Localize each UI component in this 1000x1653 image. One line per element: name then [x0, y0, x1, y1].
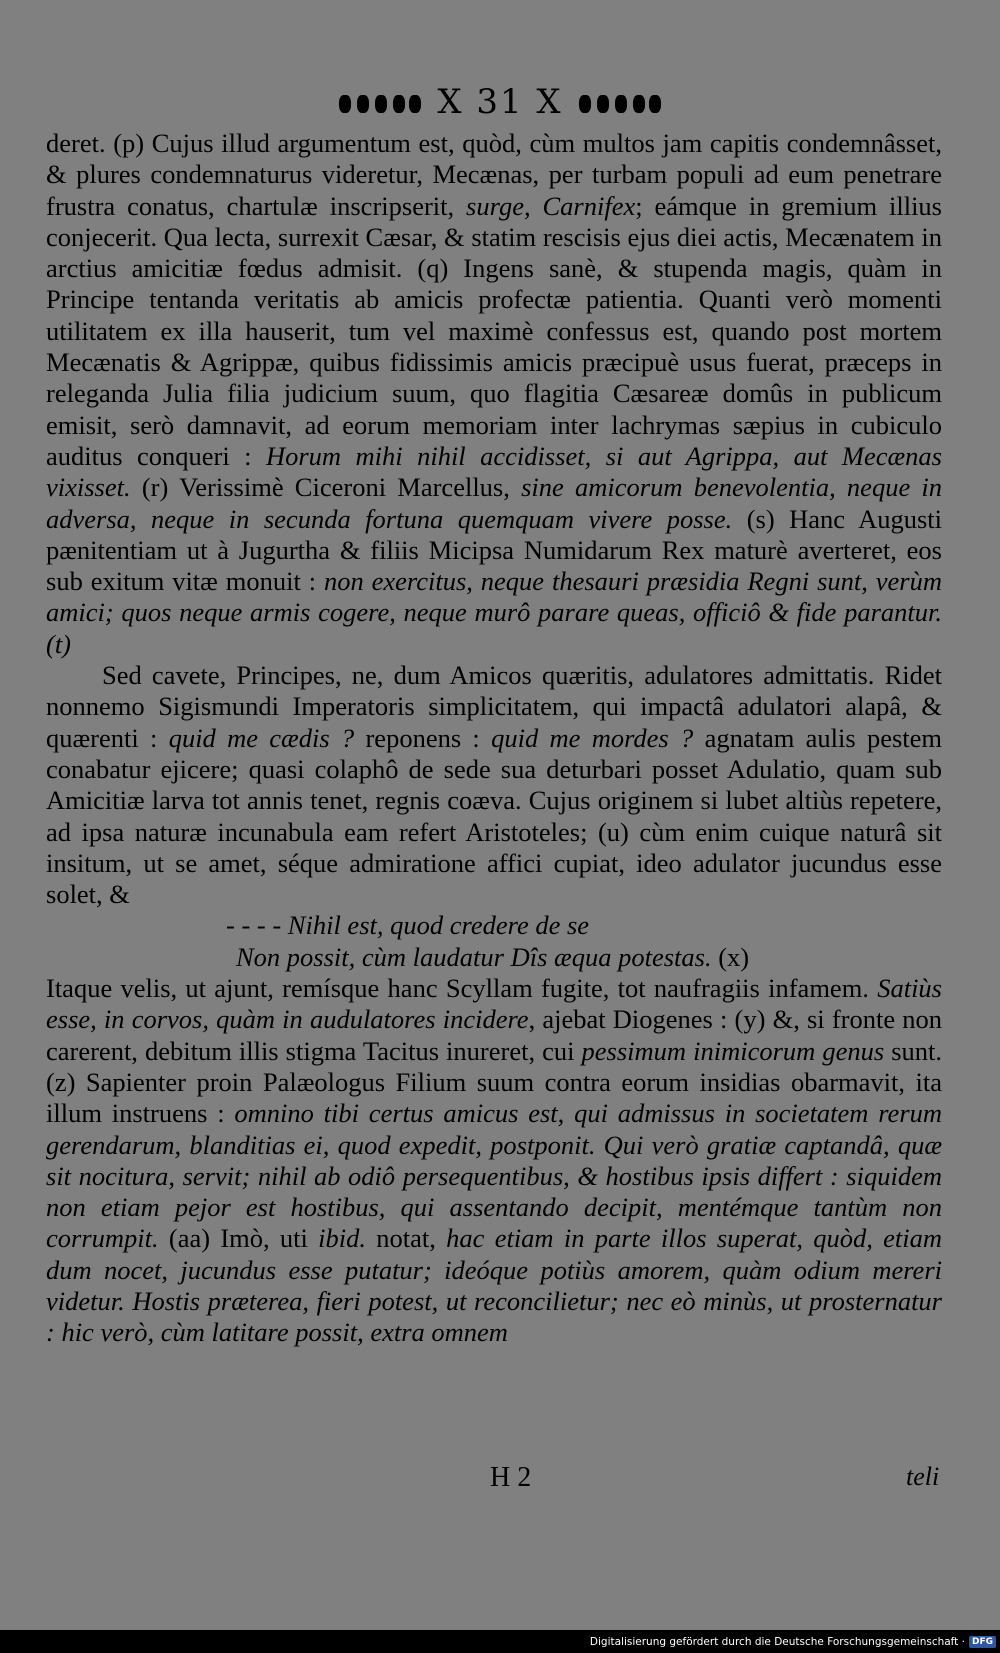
dfg-logo-icon[interactable]: DFG: [969, 1636, 996, 1648]
verse-line-2: Non possit, cùm laudatur Dîs æqua potestas. (x): [236, 941, 750, 972]
paragraph-3: Itaque velis, ut ajunt, remísque hanc Scyllam fugite, tot naufragiis infamem. Satiùs esse, in corvos, quàm in audulatores incidere, ajebat Diogenes : (y) &, si fronte non carerent, debitum illis stigma Tacitus inureret, cui pessimum inimicorum genus sunt. (z) Sapienter proin Palæologus Filium suum contra eorum insidias obarmavit, ita illum instruens : omnino tibi certus amicus est, qui admissus in societatem rerum gerendarum, blanditias ei, quod expedit, postponit. Qui verò gratiæ captandâ, quæ sit nocitura, servit; nihil ab odiô persequentibus, & hostibus ipsis differt : siquidem non etiam pejor est hostibus, qui assentando decipit, mentémque tantùm non corrumpit. (aa) Imò, uti ibid. notat, hac etiam in parte illos superat, quòd, etiam dum nocet, jucundus esse putatur; ideóque potiùs amorem, quàm odium mereri videtur. Hostis præterea, fieri potest, ut reconcilietur; nec eò minùs, ut prosternatur : hic verò, cùm latitare possit, extra omnem: [46, 973, 943, 1348]
credit-line: [590, 1634, 996, 1650]
page-number: X 31 X: [437, 82, 563, 122]
page-header: [0, 82, 1000, 122]
credit-text: Digitalisierung gefördert durch die Deutsche Forschungsgemeinschaft ·: [589, 1636, 965, 1648]
ornament-right-icon: [575, 91, 665, 117]
paragraph-2: Sed cavete, Principes, ne, dum Amicos quæritis, adulatores admittatis. Ridet nonnemo Sigismundi Imperatoris simplicitatem, qui impactâ adulatori alapâ, & quærenti : quid me cædis ? reponens : quid me mordes ? agnatam aulis pestem conabatur ejicere; quasi colaphô de sede sua deturbari posset Adulatio, quam sub Amicitiæ larva tot annis tenet, regnis coæva. Cujus originem si lubet altiùs repetere, ad ipsa naturæ incunabula eam refert Aristoteles; (u) cùm enim cuique naturâ sit insitum, ut se amet, séque admiratione affici cupiat, ideo adulator jucundus esse solet, &: [46, 660, 943, 910]
signature-mark: H 2: [490, 1462, 532, 1493]
catchword: teli: [906, 1462, 940, 1491]
body-text: [46, 128, 942, 1349]
verse-line-1: - - - - Nihil est, quod credere de se: [226, 910, 590, 941]
paragraph-1: deret. (p) Cujus illud argumentum est, quòd, cùm multos jam capitis condemnâsset, & plures condemnaturus videretur, Mecænas, per turbam populi ad eum penetrare frustra conatus, chartulæ inscripserit, surge, Carnifex; eámque in gremium illius conjecerit. Qua lecta, surrexit Cæsar, & statim rescisis ejus diei actis, Mecænatem in arctius amicitiæ fœdus admisit. (q) Ingens sanè, & stupenda magis, quàm in Principe tentanda veritatis ab amicis profectæ patientia. Quanti verò momenti utilitatem ex illa hauserit, tum vel maximè confessus est, quando post mortem Mecænatis & Agrippæ, quibus fidissimis amicis præcipuè usus fuerat, præceps in releganda Julia filia judicium suum, quo flagitia Cæsareæ domûs in publicum emisit, serò damnavit, ad eorum memoriam inter lachrymas sæpius in cubiculo auditus conqueri : Horum mihi nihil accidisset, si aut Agrippa, aut Mecænas vixisset. (r) Verissimè Ciceroni Marcellus, sine amicorum benevolentia, neque in adversa, neque in secunda fortuna quemquam vivere posse. (s) Hanc Augusti pænitentiam ut à Jugurtha & filiis Micipsa Numidarum Rex maturè averteret, eos sub exitum vitæ monuit : non exercitus, neque thesauri præsidia Regni sunt, verùm amici; quos neque armis cogere, neque murô parare queas, officiô & fide parantur. (t): [46, 128, 943, 659]
ornament-left-icon: [335, 91, 425, 117]
